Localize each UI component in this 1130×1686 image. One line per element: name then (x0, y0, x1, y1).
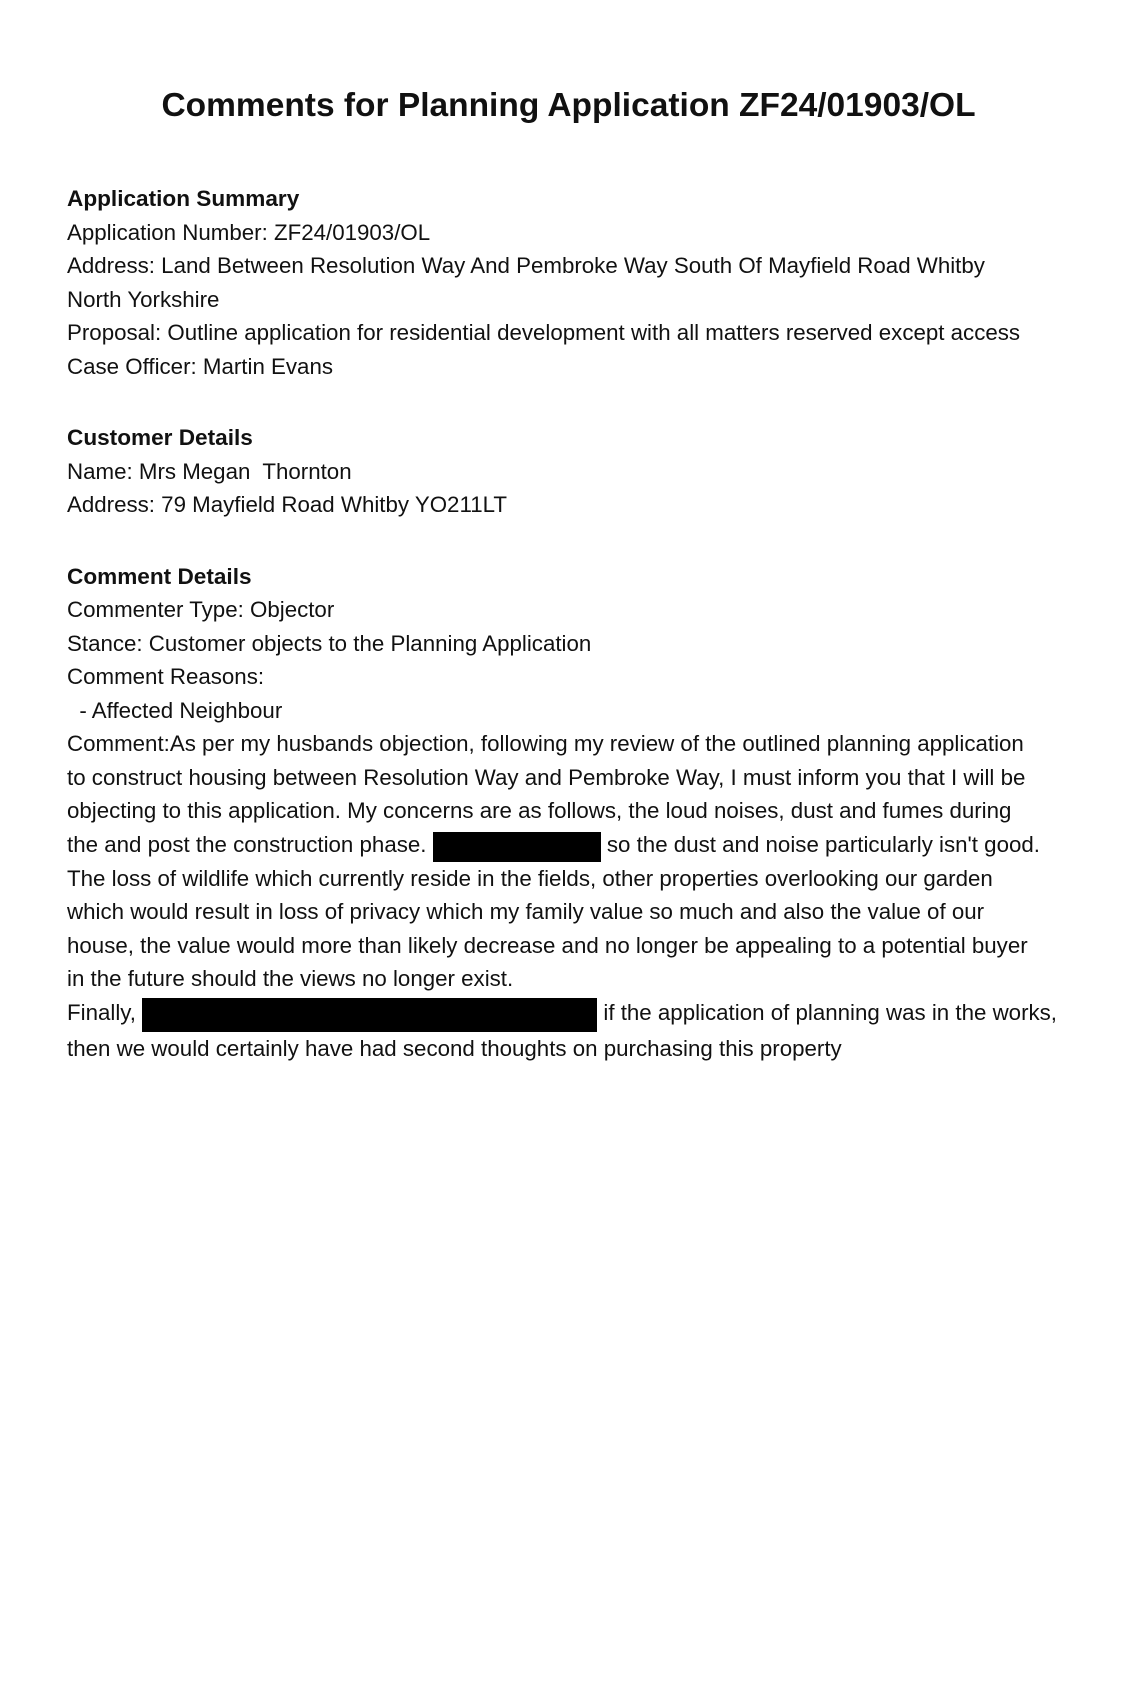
text-line (67, 593, 1070, 627)
text-segment: Commenter Type: Objector (67, 597, 335, 622)
section-heading: Application Summary (67, 186, 300, 211)
section-application-summary (67, 182, 1070, 383)
text-line (67, 694, 1070, 728)
text-segment: Comment:As per my husbands objection, following my review of the outlined planning application (67, 731, 1024, 756)
text-line (67, 862, 1070, 896)
text-line (67, 727, 1070, 761)
text-segment: objecting to this application. My concerns are as follows, the loud noises, dust and fumes during (67, 798, 1012, 823)
text-segment: then we would certainly have had second thoughts on purchasing this property (67, 1035, 842, 1061)
redaction-bar (433, 832, 601, 862)
section-heading: Comment Details (67, 563, 252, 589)
page-title: Comments for Planning Application ZF24/01903/OL (161, 87, 976, 124)
text-line (67, 283, 1070, 317)
text-segment: Comment Reasons: (67, 664, 265, 689)
section-customer-details (67, 421, 1070, 522)
text-line (67, 996, 1070, 1032)
text-segment: Address: 79 Mayfield Road Whitby YO211LT (67, 492, 507, 517)
text-line (67, 761, 1070, 795)
text-segment: Application Number: ZF24/01903/OL (67, 219, 431, 245)
text-line (67, 1032, 1070, 1066)
text-segment: the and post the construction phase. (67, 831, 433, 857)
text-line (67, 316, 1070, 350)
text-line (67, 249, 1070, 283)
text-segment: Address: Land Between Resolution Way And Pembroke Way South Of Mayfield Road Whitby (67, 253, 985, 278)
text-line (67, 627, 1070, 661)
text-segment: if the application of planning was in the works, (597, 999, 1058, 1025)
text-segment: Proposal: Outline application for residential development with all matters reserved except access (67, 320, 1021, 345)
sections-container (67, 182, 1070, 1065)
text-segment: Stance: Customer objects to the Planning Application (67, 630, 592, 656)
text-line (67, 350, 1070, 384)
redaction-bar (142, 998, 597, 1032)
text-segment: Finally, (67, 999, 143, 1025)
text-line (67, 488, 1070, 522)
section-heading: Customer Details (67, 425, 253, 450)
text-line (67, 929, 1070, 963)
text-line (67, 216, 1070, 250)
text-segment: so the dust and noise particularly isn't good. (600, 831, 1040, 857)
text-line (67, 828, 1070, 862)
text-segment: Case Officer: Martin Evans (67, 353, 334, 379)
text-segment: which would result in loss of privacy which my family value so much and also the value of our (67, 899, 985, 924)
text-line (67, 660, 1070, 694)
text-segment: to construct housing between Resolution Way and Pembroke Way, I must inform you that I will be (67, 764, 1026, 790)
text-line (67, 962, 1070, 996)
text-segment: North Yorkshire (67, 286, 220, 312)
text-segment: house, the value would more than likely decrease and no longer be appealing to a potential buyer (67, 932, 1028, 958)
text-segment: The loss of wildlife which currently reside in the fields, other properties overlooking our garden (67, 865, 993, 891)
section-comment-details (67, 560, 1070, 1066)
text-line (67, 895, 1070, 929)
text-segment: - Affected Neighbour (67, 697, 283, 723)
text-line (67, 794, 1070, 828)
text-segment: in the future should the views no longer exist. (67, 966, 514, 991)
text-segment: Name: Mrs Megan Thornton (67, 458, 352, 484)
document-page (0, 86, 1130, 1065)
text-line (67, 455, 1070, 489)
